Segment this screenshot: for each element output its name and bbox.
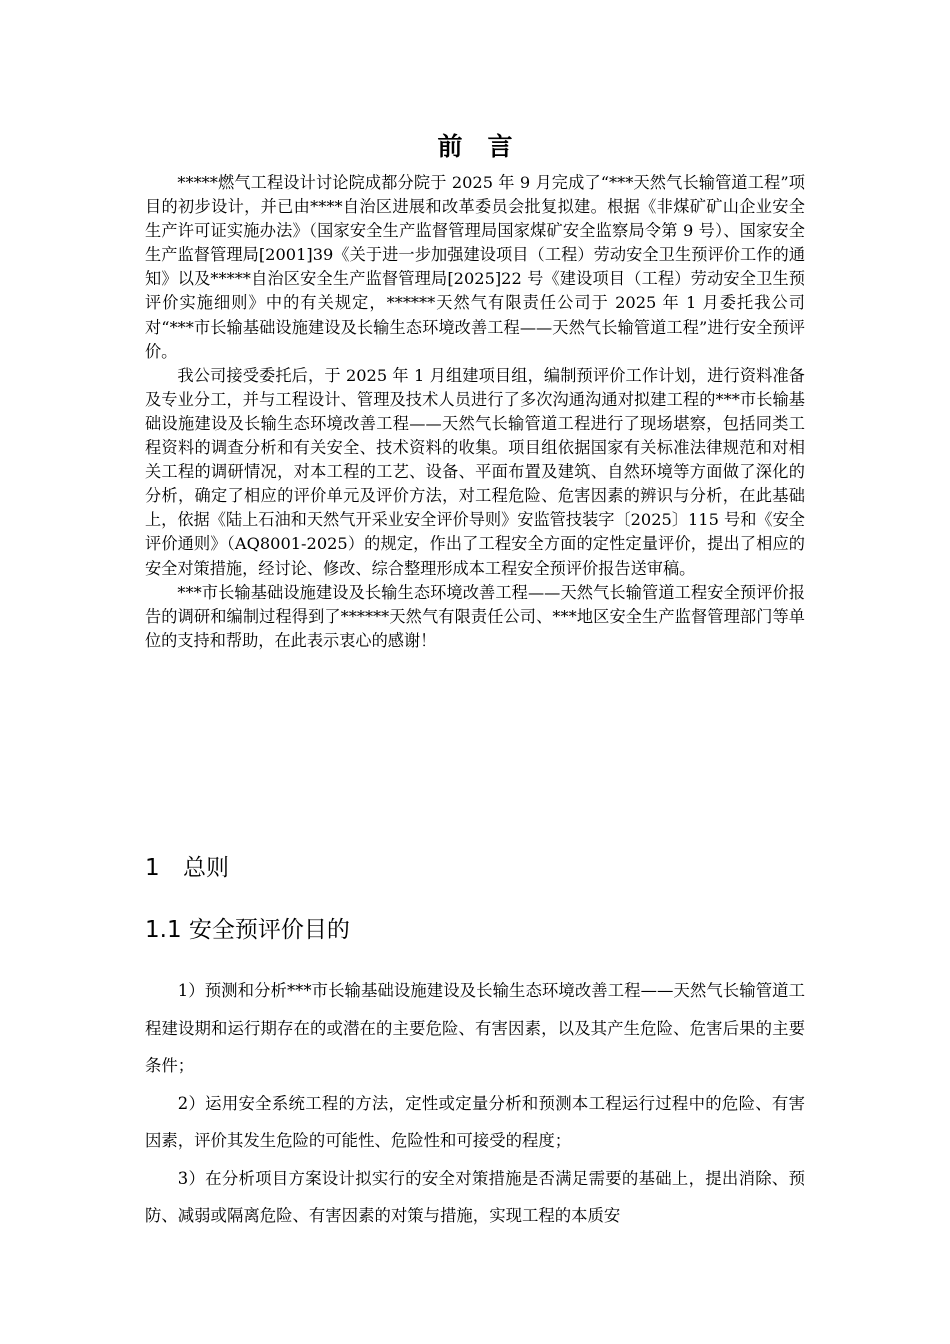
section-title: 总则 [183, 855, 229, 881]
purpose-item: 3）在分析项目方案设计拟实行的安全对策措施是否满足需要的基础上，提出消除、预防、减弱或隔离危险、有害因素的对策与措施，实现工程的本质安 [145, 1168, 805, 1225]
preface-paragraph: *****燃气工程设计讨论院成都分院于 2025 年 9 月完成了“***天然气长输管道工程”项目的初步设计，并已由****自治区进展和改革委员会批复拟建。根据《非煤矿矿山企业安全生产许可证实施办法》（国家安全生产监督管理局国家煤矿安全监察局令第 9 号）、国家安全生产监督管理局[2001]39《关于进一步加强建设项目（工程）劳动安全卫生预评价工作的通知》以及*****自治区安全生产监督管理局[2025]22 号《建设项目（工程）劳动安全卫生预评价实施细则》中的有关规定，******天然气有限责任公司于 2025 年 1 月委托我公司对“***市长输基础设施建设及长输生态环境改善工程——天然气长输管道工程”进行安全预评价。 [145, 173, 805, 361]
preface-paragraph: 我公司接受委托后，于 2025 年 1 月组建项目组，编制预评价工作计划，进行资料准备及专业分工，并与工程设计、管理及技术人员进行了多次沟通沟通对拟建工程的***市长输基础设施建设及长输生态环境改善工程——天然气长输管道工程进行了现场堪察，包括同类工程资料的调查分析和有关安全、技术资料的收集。项目组依据国家有关标准法律规范和对相关工程的调研情况，对本工程的工艺、设备、平面布置及建筑、自然环境等方面做了深化的分析，确定了相应的评价单元及评价方法，对工程危险、危害因素的辨识与分析，在此基础上，依据《陆上石油和天然气开采业安全评价导则》安监管技装字〔2025〕115 号和《安全评价通则》（AQ8001-2025）的规定，作出了工程安全方面的定性定量评价，提出了相应的安全对策措施，经讨论、修改、综合整理形成本工程安全预评价报告送审稿。 [145, 365, 805, 578]
preface-title: 前 言 [437, 132, 513, 161]
subsection-heading-purpose: 1.1 安全预评价目的 [145, 917, 350, 943]
section-heading-general [145, 852, 229, 884]
preface-paragraph: ***市长输基础设施建设及长输生态环境改善工程——天然气长输管道工程安全预评价报告的调研和编制过程得到了******天然气有限责任公司、***地区安全生产监督管理部门等单位的支持和帮助，在此表示衷心的感谢！ [145, 582, 805, 650]
purpose-item: 2）运用安全系统工程的方法，定性或定量分析和预测本工程运行过程中的危险、有害因素，评价其发生危险的可能性、危险性和可接受的程度； [145, 1093, 805, 1150]
preface-body [145, 171, 805, 653]
section-number: 1 [145, 855, 160, 881]
purpose-item: 1）预测和分析***市长输基础设施建设及长输生态环境改善工程——天然气长输管道工程建设期和运行期存在的或潜在的主要危险、有害因素，以及其产生危险、危害后果的主要条件； [145, 981, 805, 1075]
purpose-list [145, 972, 805, 1235]
